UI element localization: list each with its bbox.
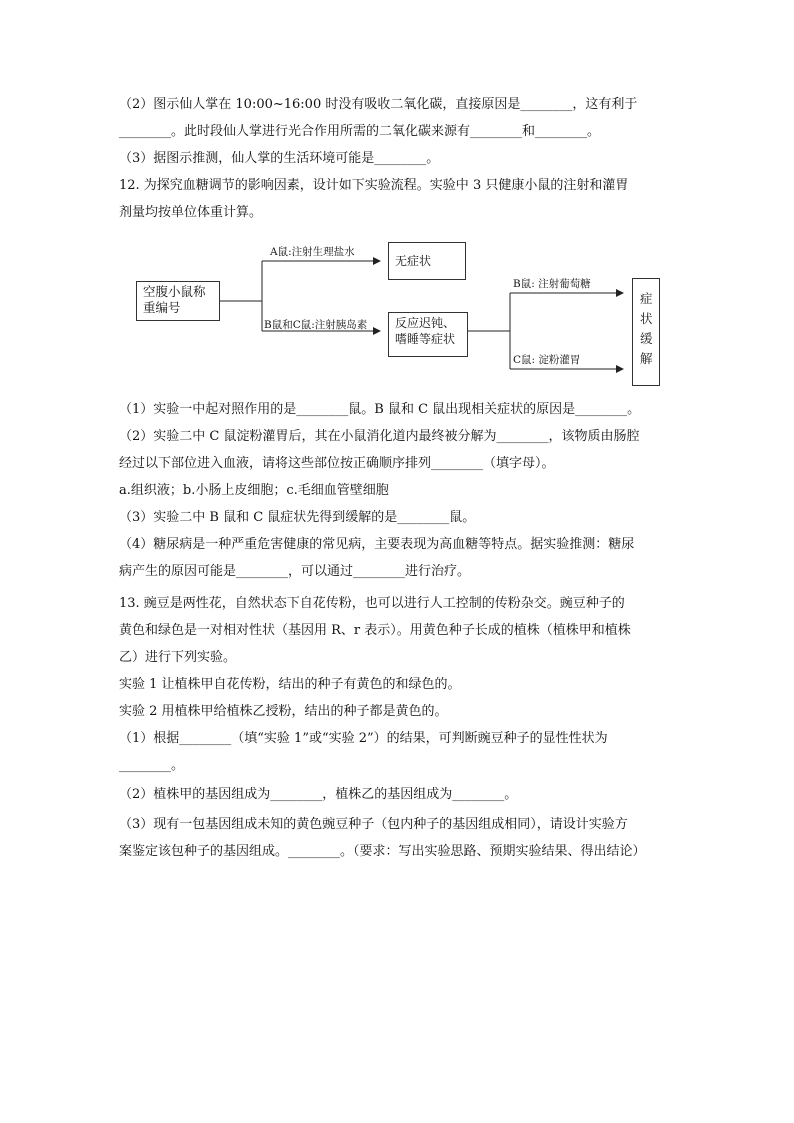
q11-p3: （3）据图示推测，仙人掌的生活环境可能是________。: [119, 151, 440, 166]
relief-box: 症状缓解: [632, 278, 660, 386]
q12-p2: （2）实验二中 C 鼠淀粉灌胃后，其在小鼠消化道内最终被分解为________，该物质由肠腔: [119, 429, 640, 444]
mouse-a-label: A鼠:注射生理盐水: [270, 246, 355, 258]
mouse-c-label: C鼠: 淀粉灌胃: [513, 354, 581, 366]
q13-p2: （2）植株甲的基因组成为________，植株乙的基因组成为________。: [119, 787, 518, 802]
q13-intro: 13. 豌豆是两性花，自然状态下自花传粉，也可以进行人工控制的传粉杂交。豌豆种子的: [119, 596, 625, 611]
q12-intro-cont: 剂量均按单位体重计算。: [119, 205, 263, 220]
q12-p1: （1）实验一中起对照作用的是________鼠。B 鼠和 C 鼠出现相关症状的原因是________。: [119, 402, 641, 417]
q13-p3: （3）现有一包基因组成未知的黄色豌豆种子（包内种子的基因组成相同），请设计实验方: [119, 817, 628, 832]
q13-p3-cont: 案鉴定该包种子的基因组成。________。（要求：写出实验思路、预期实验结果、得出结论）: [119, 844, 646, 859]
q12-p3: （3）实验二中 B 鼠和 C 鼠症状先得到缓解的是________鼠。: [119, 510, 476, 525]
q11-p2-cont: ________。此时段仙人掌进行光合作用所需的二氧化碳来源有________和________。: [119, 124, 601, 139]
q13-intro-3: 乙）进行下列实验。: [119, 650, 237, 665]
q12-p2-options: a.组织液；b.小肠上皮细胞；c.毛细血管壁细胞: [119, 483, 389, 498]
q13-exp2: 实验 2 用植株甲给植株乙授粉，结出的种子都是黄色的。: [119, 704, 448, 719]
q13-p1-cont: ________。: [119, 758, 185, 773]
q12-p4-cont: 病产生的原因可能是________，可以通过________进行治疗。: [119, 564, 471, 579]
q12-p4: （4）糖尿病是一种严重危害健康的常见病，主要表现为高血糖等特点。据实验推测：糖尿: [119, 537, 635, 552]
q13-p1: （1）根据________（填“实验 1”或“实验 2”）的结果，可判断豌豆种子的显性性状为: [119, 731, 608, 746]
q12-intro: 12. 为探究血糖调节的影响因素，设计如下实验流程。实验中 3 只健康小鼠的注射和灌胃: [119, 178, 629, 193]
start-box: 空腹小鼠称重编号: [136, 281, 220, 321]
q13-exp1: 实验 1 让植株甲自花传粉，结出的种子有黄色的和绿色的。: [119, 677, 461, 692]
q12-p2-cont: 经过以下部位进入血液，请将这些部位按正确顺序排列________（填字母）。: [119, 456, 555, 471]
q11-p2: （2）图示仙人掌在 10:00~16:00 时没有吸收二氧化碳，直接原因是________，这有利于: [119, 97, 638, 112]
symptom-box: 反应迟钝、嗜睡等症状: [388, 312, 468, 357]
experiment-flow-diagram: [130, 240, 670, 395]
q13-intro-2: 黄色和绿色是一对相对性状（基因用 R、r 表示）。用黄色种子长成的植株（植株甲和植株: [119, 623, 631, 638]
mouse-bc-label: B鼠和C鼠:注射胰岛素: [264, 319, 368, 331]
mouse-b-label: B鼠: 注射葡萄糖: [513, 278, 591, 290]
no-symptom-box: 无症状: [388, 242, 466, 280]
